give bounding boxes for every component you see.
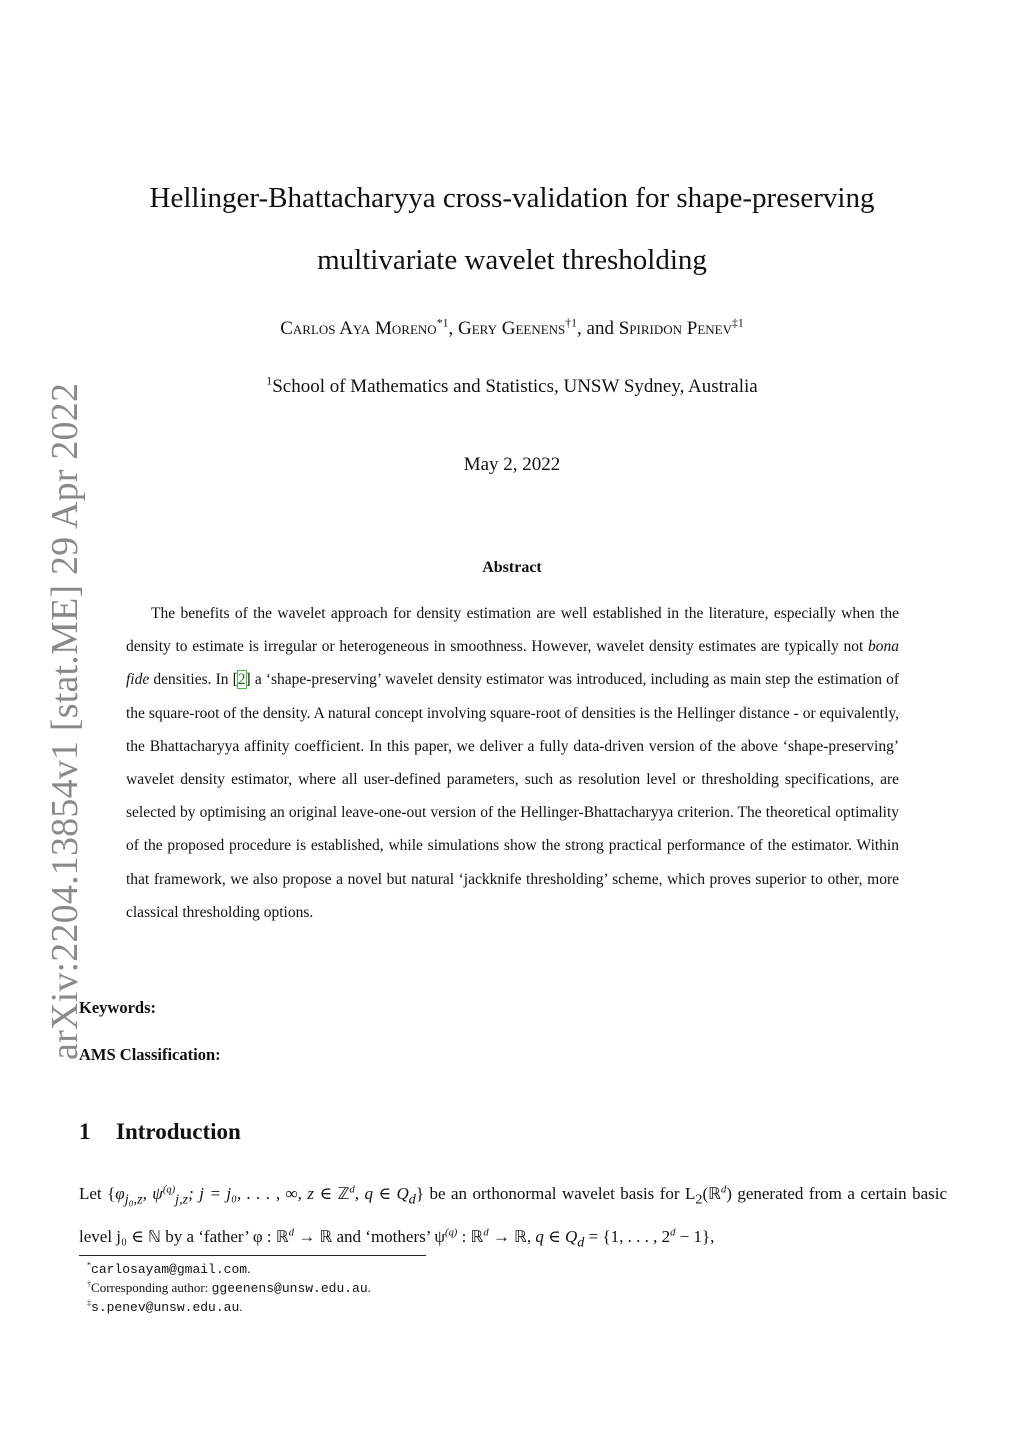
intro-text: = {1, . . . , 2 (584, 1227, 671, 1247)
author-1-marks: *1 (436, 316, 449, 330)
intro-text: → (488, 1227, 515, 1247)
intro-text: (q) (445, 1227, 458, 1239)
intro-text: } be an orthonormal wavelet basis for L (415, 1184, 696, 1203)
citation-link[interactable]: 2 (237, 671, 246, 689)
footnote-email[interactable]: carlosayam@gmail.com (91, 1262, 248, 1277)
intro-text: d (670, 1227, 676, 1239)
intro-text: and ‘mothers’ ψ (332, 1227, 446, 1247)
author-3-marks: ‡1 (732, 316, 744, 330)
author-and: , and (577, 318, 619, 339)
intro-text: ℝ (708, 1184, 721, 1203)
abstract-paragraph (126, 597, 899, 929)
abstract-emphasis: bona fide (126, 638, 899, 689)
intro-text: 2 (695, 1191, 703, 1208)
section-heading (79, 1119, 241, 1145)
intro-text: ; j = j₀, . . . , ∞, z ∈ (188, 1184, 338, 1203)
affiliation (0, 376, 1024, 398)
footnote-rule (79, 1255, 426, 1256)
footnote-mark: * (87, 1260, 92, 1270)
intro-text: d (577, 1234, 585, 1251)
intro-text: (q) (162, 1184, 176, 1196)
intro-text: d (483, 1227, 489, 1239)
intro-text: d (349, 1184, 355, 1196)
intro-text: ( (702, 1184, 709, 1203)
paper-title-line2: multivariate wavelet thresholding (317, 244, 707, 276)
intro-text: , q ∈ Q (354, 1184, 409, 1203)
paper-title-line1: Hellinger-Bhattacharyya cross-validation for shape-preserving (149, 182, 875, 214)
footnote-end: . (247, 1261, 251, 1276)
intro-text: : (457, 1227, 471, 1247)
footnote-end: . (367, 1280, 371, 1295)
footnote (87, 1297, 243, 1317)
intro-text: ) generated from a certain basic level j₀ ∈ (79, 1184, 947, 1247)
footnote-email[interactable]: s.penev@unsw.edu.au (91, 1300, 240, 1315)
section-number: 1 (79, 1119, 91, 1144)
abstract-text-1: The benefits of the wavelet approach for density estimation are well established in the literature, especially when the density to estimate is irregular or heterogeneous in smoothness. However, wavelet density estimates are typically not (126, 605, 899, 656)
authors (0, 318, 1024, 340)
author-2: Gery Geenens (457, 318, 566, 339)
ams-classification-label: AMS Classification: (79, 1045, 221, 1064)
intro-text: ℝ (514, 1227, 527, 1247)
intro-text: → (293, 1227, 320, 1247)
section-title: Introduction (116, 1119, 241, 1144)
intro-text: φ (115, 1184, 125, 1203)
affiliation-mark: 1 (266, 374, 273, 388)
author-2-marks: †1 (565, 316, 578, 330)
abstract-text-2: densities. In [ (149, 671, 238, 689)
arxiv-stamp: arXiv:2204.13854v1 [stat.ME] 29 Apr 2022 (44, 382, 86, 1060)
footnote-mark: † (87, 1279, 92, 1289)
intro-text: d (408, 1191, 416, 1208)
intro-text: Let { (79, 1184, 116, 1203)
intro-text: ℕ (148, 1227, 161, 1247)
footnote-email[interactable]: ggeenens@unsw.edu.au (211, 1281, 368, 1296)
abstract-text-3: ] a ‘shape-preserving’ wavelet density estimator was introduced, including as main step the estimation of the square-root of the density. A natural concept involving square-root of densities is the Hellinger distance - or equivalently, the Bhattacharyya affinity coefficient. In this paper, we deliver a fully data-driven version of the above ‘shape-preserving’ wavelet density estimator, where all user-defined parameters, such as resolution level or thresholding specifications, are selected by optimising an original leave-one-out version of the Hellinger-Bhattacharyya criterion. The theoretical optimality of the proposed procedure is established, while simulations show the strong practical performance of the estimator. Within that framework, we also propose a novel but natural ‘jackknife thresholding’ scheme, which proves superior to other, more classical thresholding options. (126, 671, 899, 921)
intro-text: d (288, 1227, 294, 1239)
author-sep: , (448, 318, 458, 339)
intro-text: by a ‘father’ φ : (160, 1227, 276, 1247)
footnote (87, 1278, 371, 1298)
footnote-label: Corresponding author: (91, 1280, 212, 1295)
intro-text: ℤ (337, 1184, 350, 1203)
author-3: Spiridon Penev (618, 318, 732, 339)
keywords-label: Keywords: (79, 998, 156, 1017)
intro-text: ℝ (319, 1227, 333, 1247)
abstract-heading: Abstract (482, 559, 542, 576)
footnote-end: . (239, 1299, 243, 1314)
intro-text: − 1}, (675, 1227, 715, 1247)
abstract-body (126, 597, 899, 929)
affiliation-text: School of Mathematics and Statistics, UNSW Sydney, Australia (272, 376, 758, 397)
author-1: Carlos Aya Moreno (280, 318, 437, 339)
intro-text: d (720, 1184, 727, 1196)
intro-text: ℝ (275, 1227, 289, 1247)
intro-text: ℝ (470, 1227, 484, 1247)
intro-text: , ψ (142, 1184, 163, 1203)
footnote-mark: ‡ (87, 1298, 92, 1308)
intro-text: j,z (175, 1191, 189, 1208)
intro-text: j₀,z (124, 1191, 143, 1208)
footnote (87, 1259, 250, 1279)
intro-text: , q ∈ Q (526, 1227, 578, 1247)
intro-paragraph (79, 1175, 947, 1262)
paper-date: May 2, 2022 (463, 454, 561, 475)
